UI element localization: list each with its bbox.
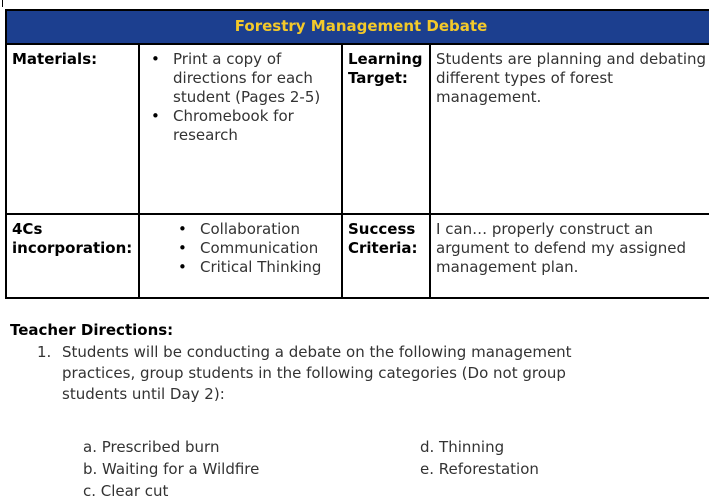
success-criteria-text: I can… properly construct an argument to defend my assigned management plan. (436, 220, 687, 276)
materials-item: • Chromebook for research (173, 107, 336, 145)
materials-list (145, 50, 336, 145)
materials-item: • Print a copy of directions for each student (Pages 2-5) (173, 50, 336, 107)
fourcs-label-cell (6, 214, 139, 298)
category-option: c. Clear cut (83, 482, 169, 500)
materials-label-cell (6, 44, 139, 214)
success-label-cell (342, 214, 430, 298)
category-option: d. Thinning (420, 438, 505, 456)
success-cell (430, 214, 709, 298)
materials-label: Materials: (12, 50, 98, 68)
directions-item-text: Students will be conducting a debate on the following management practices, group students in the following categories (Do not group students until Day 2): (62, 343, 572, 403)
category-column-right (420, 436, 539, 480)
fourcs-item: • Communication (200, 239, 336, 258)
teacher-directions-section (10, 320, 700, 500)
page-edge-mark (2, 0, 3, 7)
learning-target-label-cell (342, 44, 430, 214)
success-criteria-label: Success Criteria: (348, 220, 418, 257)
fourcs-item: • Collaboration (200, 220, 336, 239)
fourcs-list (145, 220, 336, 277)
category-column-left (83, 436, 259, 502)
fourcs-item: • Critical Thinking (200, 258, 336, 277)
lesson-plan-table (5, 9, 709, 299)
fourcs-cell (139, 214, 342, 298)
learning-target-cell (430, 44, 709, 214)
category-option: b. Waiting for a Wildfire (83, 460, 260, 478)
learning-target-text: Students are planning and debating different types of forest management. (436, 50, 707, 106)
teacher-directions-title: Teacher Directions: (10, 321, 174, 339)
table-title: Forestry Management Debate (6, 10, 709, 44)
directions-list (10, 342, 700, 405)
category-option: a. Prescribed burn (83, 438, 220, 456)
fourcs-label: 4Cs incorporation: (12, 220, 133, 257)
directions-item (37, 342, 622, 405)
learning-target-label: Learning Target: (348, 50, 423, 87)
category-option: e. Reforestation (420, 460, 539, 478)
materials-cell (139, 44, 342, 214)
directions-item-number: 1. (37, 343, 52, 361)
